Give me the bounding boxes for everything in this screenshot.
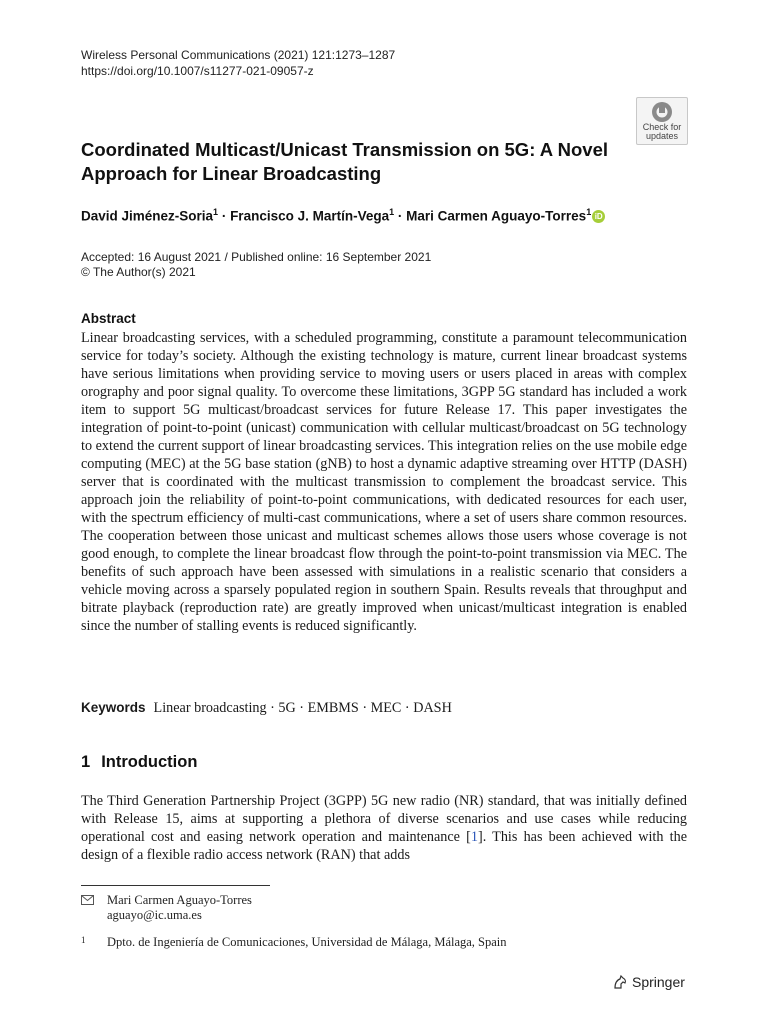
section-number: 1 <box>81 753 91 771</box>
author-list <box>81 207 605 224</box>
author-separator: · <box>218 208 231 224</box>
publication-dates <box>81 250 431 280</box>
crossmark-line1: Check for <box>642 122 682 132</box>
publisher-name: Springer <box>632 974 685 990</box>
abstract-text: Linear broadcasting services, with a scheduled programming, constitute a paramount telecommunication service for today’s society. Although the existing technology is mature, current linear broadcast systems have serious limitations when providing service to moving users or users placed in areas with complex orography and poor signal quality. To overcome these limitations, 3GPP 5G standard has included a work item to support 5G multicast/broadcast services for future Release 17. This paper investigates the integration of point-to-point (unicast) communication with cellular multicast/broadcast on 5G technology to extend the current support of linear broadcasting services. This integration relies on the use mobile edge computing (MEC) at the 5G base station (gNB) to host a dynamic adaptive streaming over HTTP (DASH) server that is coordinated with the multicast transmission to complement the broadcast service. This approach join the reliability of point-to-point communications, with dedicated resources for each user, with the spectrum efficiency of multi-cast communications, where a set of users share common resources. The cooperation between those unicast and multicast schemes allows those users whose coverage is not good enough, to complete the linear broadcast flow through the point-to-point transmission via MEC. The benefits of such approach have been assessed with simulations in a realistic scenario that considers a vehicle moving across a sparsely populated region in southern Spain. Results reveals that throughput and bitrate playback (reproduction rate) are greatly improved when unicast/multicast integration is enabled since the number of stalling events is reduced significantly. <box>81 330 687 634</box>
affiliation-mark: 1 <box>81 935 86 945</box>
intro-text-continued: ]. This has been achieved with the design of a flexible radio access network (RAN) that adds <box>81 829 687 863</box>
introduction-paragraph <box>81 792 687 864</box>
author-name[interactable]: David Jiménez-Soria <box>81 208 214 224</box>
check-for-updates-badge[interactable] <box>636 97 688 145</box>
author-affiliation-mark: 1 <box>586 207 592 217</box>
author-name[interactable]: Francisco J. Martín-Vega <box>230 208 390 224</box>
crossmark-line2: updates <box>645 131 679 141</box>
corresponding-author-email[interactable]: aguayo@ic.uma.es <box>107 908 202 922</box>
keywords-text: Linear broadcasting · 5G · EMBMS · MEC · DASH <box>153 700 452 716</box>
author-affiliation-mark: 1 <box>389 207 395 217</box>
author-separator: · <box>394 208 407 224</box>
citation-link[interactable]: 1 <box>470 829 478 845</box>
affiliation-text: Dpto. de Ingeniería de Comunicaciones, Universidad de Málaga, Málaga, Spain <box>107 935 507 949</box>
crossmark-icon <box>650 101 674 123</box>
publisher-logo <box>612 974 685 990</box>
copyright-line: © The Author(s) 2021 <box>81 265 196 279</box>
journal-citation: Wireless Personal Communications (2021) 121:1273–1287 <box>81 48 396 62</box>
doi-link[interactable]: https://doi.org/10.1007/s11277-021-09057-z <box>81 64 314 78</box>
springer-horse-icon <box>612 974 628 990</box>
publication-history: Accepted: 16 August 2021 / Published online: 16 September 2021 <box>81 250 432 264</box>
envelope-icon <box>81 895 94 905</box>
abstract-heading: Abstract <box>81 311 136 326</box>
author-name[interactable]: Mari Carmen Aguayo-Torres <box>406 208 587 224</box>
footnote-divider <box>81 885 270 886</box>
orcid-icon[interactable]: iD <box>592 210 605 223</box>
section-title: Introduction <box>101 753 198 771</box>
keywords-line <box>81 700 452 717</box>
section-heading-introduction <box>81 753 197 772</box>
keywords-label: Keywords <box>81 700 146 715</box>
intro-text: The Third Generation Partnership Project (3GPP) 5G new radio (NR) standard, that was initially defined with Release 15, aims at supporting a plethora of diverse scenarios and use cases while reducing operational cost and easing network operation and maintenance [ <box>81 793 687 845</box>
author-affiliation-mark: 1 <box>213 207 219 217</box>
corresponding-author-name: Mari Carmen Aguayo-Torres <box>107 893 252 907</box>
paper-title: Coordinated Multicast/Unicast Transmission on 5G: A Novel Approach for Linear Broadcasting <box>81 139 608 184</box>
journal-header <box>81 47 395 79</box>
